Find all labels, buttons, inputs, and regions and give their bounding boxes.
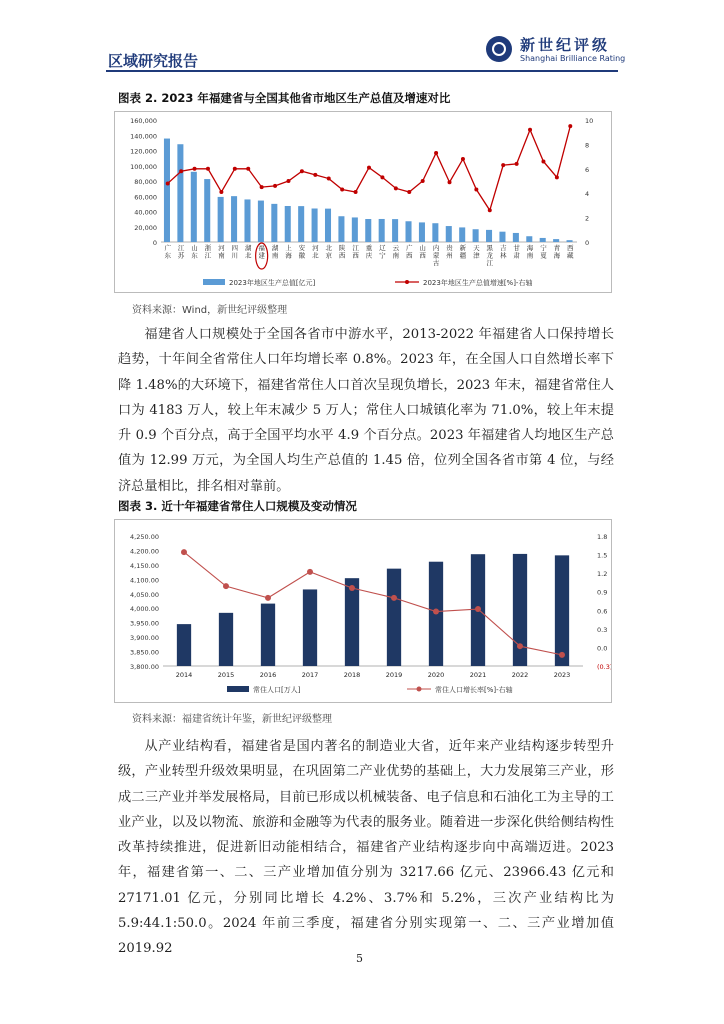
- logo-chinese-name: 新世纪评级: [520, 36, 611, 54]
- legend-line-label: 常住人口增长率[%]-右轴: [435, 686, 513, 694]
- category-label: 湖南: [271, 244, 279, 260]
- gdp-bar: [338, 216, 344, 242]
- category-label: 四川: [231, 244, 239, 260]
- population-bar: [261, 604, 275, 666]
- right-tick-label: 0: [585, 239, 590, 247]
- growth-point: [246, 167, 250, 171]
- right-tick-label: 10: [585, 117, 594, 125]
- company-logo: [486, 34, 626, 68]
- growth-point: [380, 175, 384, 179]
- left-tick-label: 4,250.00: [130, 533, 159, 541]
- left-tick-label: 140,000: [130, 132, 157, 141]
- category-label: 山东: [191, 244, 198, 260]
- left-tick-label: 4,150.00: [130, 561, 159, 570]
- figure3-chart-frame: [114, 519, 612, 703]
- population-bar: [177, 624, 191, 666]
- category-label: 海南: [526, 244, 534, 260]
- growth-rate-point: [559, 652, 565, 658]
- category-label: 吉林: [499, 244, 507, 260]
- page-number: 5: [356, 952, 363, 965]
- right-tick-label: 4: [585, 190, 590, 199]
- growth-point: [286, 179, 290, 183]
- population-bar: [555, 555, 569, 666]
- growth-point: [407, 190, 411, 194]
- growth-point: [219, 190, 223, 194]
- growth-point: [313, 173, 317, 177]
- gdp-bar: [352, 217, 358, 242]
- category-label: 西藏: [567, 244, 574, 260]
- year-label: 2017: [301, 671, 319, 679]
- growth-point: [300, 169, 304, 173]
- figure2-source: 资料来源：Wind，新世纪评级整理: [132, 305, 288, 316]
- growth-rate-point: [181, 549, 187, 555]
- category-label: 陕西: [338, 244, 346, 260]
- report-category-title: 区域研究报告: [108, 52, 199, 70]
- year-label: 2016: [259, 671, 277, 679]
- paragraph-industry-structure: 从产业结构看，福建省是国内著名的制造业大省，近年来产业结构逐步转型升级，产业转型升级效果明显，在巩固第二产业优势的基础上，大力发展第三产业，形成二三产业并举发展格局，目前已形成以机械装备、电子信息和石油化工为主导的工业产业，以及以物流、旅游和金融等为代表的服务业。随着进一步深化供给侧结构性改革持续推进，促进新旧动能相结合，福建省产业结构逐步向中高端迈进。2023 年，福建省第一、二、三产业增加值分别为 3217.66 亿元、23966.43 亿元和 27171.01 亿元，分别同比增长 4.2%、3.7%和 5.2%，三次产业结构比为 5.9:44.1:50.0。2024 年前三季度，福建省分别实现第一、二、三产业增加值 2019.92: [118, 739, 614, 957]
- growth-point: [448, 180, 452, 184]
- figure3-caption: 图表 3. 近十年福建省常住人口规模及变动情况: [118, 499, 357, 513]
- gdp-bar: [231, 196, 237, 242]
- logo-emblem-icon: [486, 36, 512, 62]
- gdp-bar: [298, 206, 304, 242]
- growth-point: [327, 177, 331, 181]
- population-bar: [345, 578, 359, 666]
- left-tick-label: 40,000: [134, 208, 157, 217]
- growth-point: [541, 159, 545, 163]
- category-label: 新疆: [459, 244, 467, 260]
- population-bar: [303, 589, 317, 666]
- gdp-bar: [499, 232, 505, 242]
- category-label: 宁夏: [540, 244, 547, 260]
- growth-rate-point: [307, 569, 313, 575]
- category-label: 辽宁: [379, 244, 386, 260]
- left-tick-label: 4,200.00: [130, 547, 159, 556]
- year-label: 2021: [469, 671, 487, 679]
- growth-point: [461, 157, 465, 161]
- figure2-chart-frame: [114, 111, 612, 293]
- growth-point: [233, 167, 237, 171]
- growth-point: [354, 190, 358, 194]
- population-bar: [387, 569, 401, 666]
- gdp-bar: [244, 199, 250, 242]
- left-tick-label: 0: [152, 239, 157, 247]
- growth-point: [488, 208, 492, 212]
- year-label: 2018: [343, 671, 361, 679]
- category-label: 河南: [218, 244, 225, 260]
- category-label: 安徽: [298, 244, 306, 260]
- gdp-bar: [553, 239, 559, 242]
- category-label: 河北: [312, 244, 319, 260]
- growth-point: [555, 175, 559, 179]
- paragraph-population: 福建省人口规模处于全国各省市中游水平，2013-2022 年福建省人口保持增长趋势，十年间全省常住人口年均增长率 0.8%。2023 年，在全国人口自然增长率下降 1.48%的大环境下，福建省常住人口首次呈现负增长，2023 年末，福建省常住人口为 4183 万人，较上年末减少 5 万人；常住人口城镇化率为 71.0%，较上年末提升 0.9 个百分点，高于全国平均水平 4.9 个百分点。2023 年福建省人均地区生产总值为 12.99 万元，为全国人均生产总值的 1.45 倍，位列全国各省市第 4 位，与经济总量相比，排名相对靠前。: [118, 327, 614, 494]
- logo-english-name: Shanghai Brilliance Rating: [520, 54, 626, 63]
- category-label: 山西: [419, 244, 426, 260]
- header-divider: [106, 70, 618, 72]
- growth-point: [206, 167, 210, 171]
- growth-rate-point: [517, 643, 523, 649]
- growth-point: [166, 181, 170, 185]
- gdp-bar: [459, 227, 465, 242]
- growth-point: [421, 179, 425, 183]
- legend-line-label: 2023年地区生产总值增速[%]-右轴: [423, 279, 533, 287]
- gdp-bar: [312, 208, 318, 242]
- growth-rate-point: [433, 609, 439, 615]
- legend-bar-swatch: [227, 686, 249, 692]
- growth-point: [367, 166, 371, 170]
- growth-point: [193, 167, 197, 171]
- category-label: 贵州: [446, 244, 453, 260]
- growth-rate-point: [391, 595, 397, 601]
- right-tick-label: 1.5: [597, 551, 608, 560]
- gdp-bar: [406, 221, 412, 242]
- gdp-bar: [365, 219, 371, 242]
- left-tick-label: 4,100.00: [130, 576, 159, 585]
- year-label: 2022: [511, 671, 529, 679]
- category-label: 浙江: [204, 244, 212, 260]
- gdp-bar: [432, 223, 438, 242]
- category-label: 上海: [285, 244, 292, 260]
- gdp-bar: [258, 201, 264, 242]
- gdp-bar: [285, 206, 291, 242]
- left-tick-label: 80,000: [134, 178, 157, 186]
- category-label: 重庆: [365, 244, 373, 260]
- figure3-source: 资料来源：福建省统计年鉴，新世纪评级整理: [132, 714, 332, 725]
- figure2-caption: 图表 2. 2023 年福建省与全国其他省市地区生产总值及增速对比: [118, 91, 451, 105]
- year-label: 2015: [217, 671, 235, 679]
- growth-rate-point: [349, 585, 355, 591]
- growth-point: [528, 128, 532, 132]
- gdp-bar: [446, 226, 452, 242]
- category-label: 天津: [473, 244, 480, 260]
- gdp-bar: [325, 209, 331, 242]
- growth-point: [260, 185, 264, 189]
- year-label: 2020: [427, 671, 445, 679]
- growth-point: [474, 188, 478, 192]
- left-tick-label: 160,000: [130, 117, 157, 125]
- growth-point: [394, 186, 398, 190]
- gdp-bar: [513, 233, 519, 242]
- growth-rate-point: [223, 583, 229, 589]
- right-tick-label: 1.8: [597, 533, 608, 541]
- population-chart: [115, 520, 611, 702]
- growth-rate-line: [184, 552, 562, 655]
- right-tick-label: 8: [585, 141, 590, 150]
- gdp-bar: [419, 222, 425, 242]
- left-tick-label: 3,950.00: [130, 619, 159, 628]
- legend-bar-label: 常住人口[万人]: [253, 686, 301, 694]
- gdp-bar: [540, 238, 546, 242]
- category-label: 云南: [392, 244, 400, 260]
- category-label: 青海: [553, 244, 561, 260]
- right-tick-label: 1.2: [597, 570, 608, 579]
- category-label: 广东: [164, 244, 171, 260]
- gdp-bar: [204, 179, 210, 242]
- gdp-bar: [392, 219, 398, 242]
- right-tick-label: (0.3): [597, 663, 611, 671]
- gdp-bar: [218, 197, 224, 242]
- legend-bar-swatch: [203, 279, 225, 285]
- category-label: 江西: [352, 244, 359, 260]
- left-tick-label: 120,000: [130, 147, 157, 156]
- left-tick-label: 60,000: [134, 193, 157, 202]
- left-tick-label: 100,000: [130, 162, 157, 171]
- gdp-bar: [191, 172, 197, 242]
- year-label: 2014: [175, 671, 193, 679]
- population-bar: [219, 613, 233, 666]
- year-label: 2023: [553, 671, 571, 679]
- category-label: 福建: [258, 244, 265, 260]
- legend-line-marker: [417, 687, 422, 692]
- left-tick-label: 4,000.00: [130, 605, 159, 614]
- left-tick-label: 3,800.00: [130, 663, 159, 671]
- right-tick-label: 0.6: [597, 607, 608, 616]
- category-label: 江苏: [177, 244, 185, 260]
- left-tick-label: 4,050.00: [130, 590, 159, 599]
- growth-point: [501, 163, 505, 167]
- legend-line-marker: [405, 280, 409, 284]
- gdp-bar: [486, 230, 492, 242]
- growth-point: [179, 169, 183, 173]
- gdp-bar: [473, 229, 479, 242]
- right-tick-label: 6: [585, 165, 590, 174]
- left-tick-label: 20,000: [134, 223, 157, 232]
- growth-point: [568, 124, 572, 128]
- growth-rate-point: [475, 606, 481, 612]
- category-label: 北京: [325, 244, 332, 260]
- growth-point: [515, 162, 519, 166]
- right-tick-label: 2: [585, 214, 590, 223]
- year-label: 2019: [385, 671, 403, 679]
- growth-point: [273, 184, 277, 188]
- growth-point: [340, 188, 344, 192]
- gdp-bar: [271, 204, 277, 242]
- category-label: 内蒙古: [432, 244, 440, 267]
- category-label: 甘肃: [513, 244, 520, 260]
- gdp-bar: [177, 144, 183, 242]
- category-label: 黑龙江: [486, 244, 494, 267]
- gdp-bar: [567, 240, 573, 242]
- gdp-comparison-chart: [115, 112, 611, 292]
- growth-rate-point: [265, 595, 271, 601]
- gdp-bar: [164, 139, 170, 242]
- gdp-bar: [526, 236, 532, 242]
- category-label: 广西: [406, 244, 413, 260]
- right-tick-label: 0.9: [597, 588, 608, 597]
- growth-point: [434, 151, 438, 155]
- left-tick-label: 3,900.00: [130, 634, 159, 643]
- right-tick-label: 0.0: [597, 644, 608, 653]
- legend-bar-label: 2023年地区生产总值[亿元]: [229, 279, 316, 287]
- left-tick-label: 3,850.00: [130, 648, 159, 657]
- category-label: 湖北: [244, 244, 252, 260]
- right-tick-label: 0.3: [597, 625, 608, 634]
- gdp-bar: [379, 219, 385, 242]
